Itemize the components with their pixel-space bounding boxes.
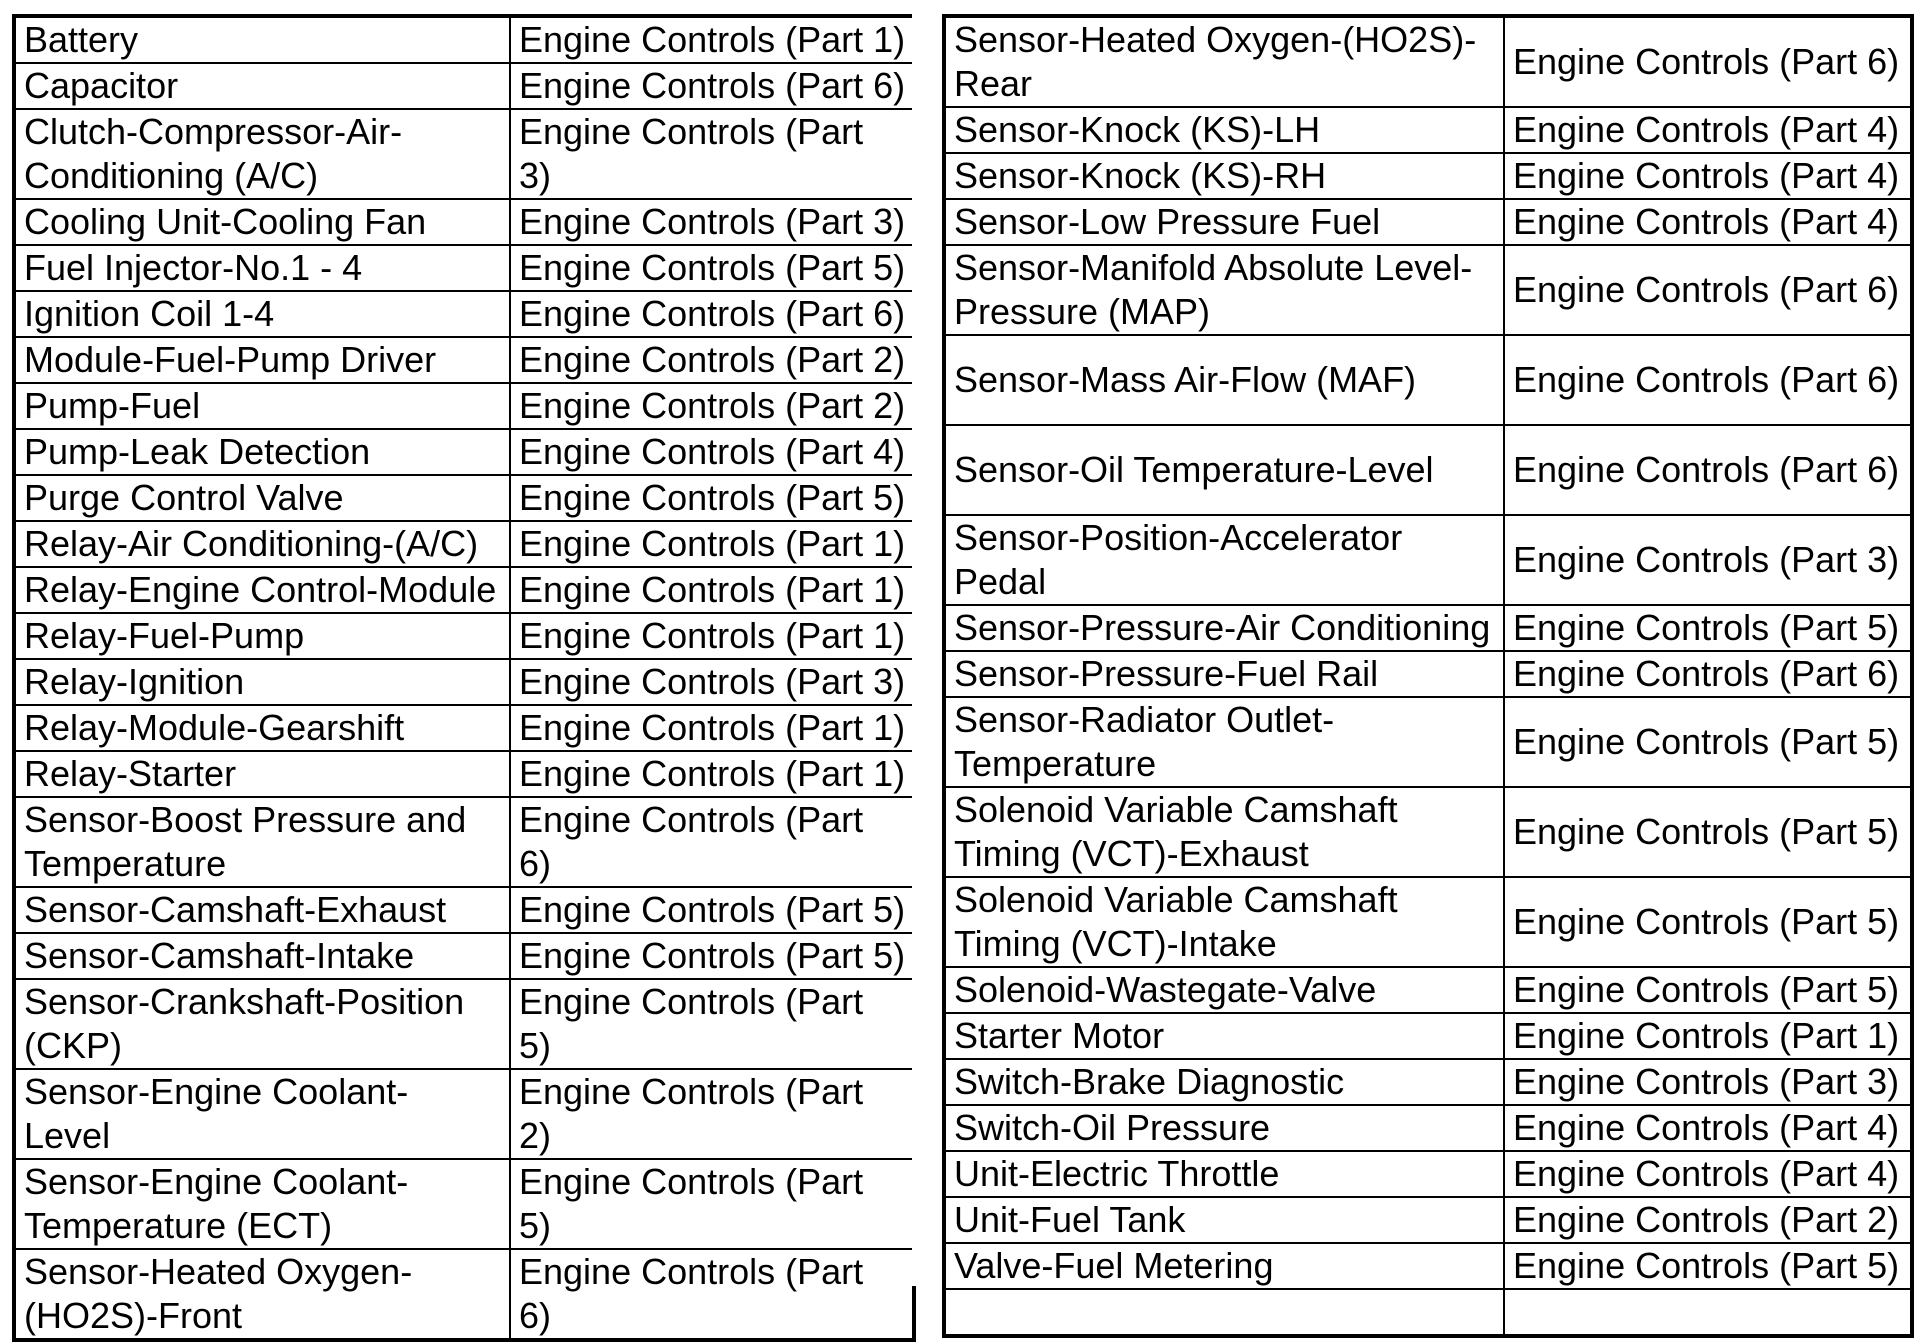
table-row <box>14 979 914 1069</box>
table-row <box>944 16 1912 107</box>
component-name-cell: Sensor-Oil Temperature-Level <box>944 425 1504 515</box>
component-name-cell: Sensor-Radiator Outlet- Temperature <box>944 697 1504 787</box>
component-name-cell: Sensor-Heated Oxygen-(HO2S)- Rear <box>944 16 1504 107</box>
table-row <box>944 153 1912 199</box>
component-name-cell: Sensor-Knock (KS)-RH <box>944 153 1504 199</box>
table-row <box>944 697 1912 787</box>
table-row <box>14 337 914 383</box>
reference-cell: Engine Controls (Part 5) <box>510 979 914 1069</box>
reference-cell: Engine Controls (Part 2) <box>1504 1197 1912 1243</box>
component-name-cell: Sensor-Camshaft-Intake <box>14 933 510 979</box>
table-row <box>14 199 914 245</box>
component-name-cell: Fuel Injector-No.1 - 4 <box>14 245 510 291</box>
reference-cell: Engine Controls (Part 5) <box>510 887 914 933</box>
reference-cell: Engine Controls (Part 4) <box>1504 107 1912 153</box>
reference-cell: Engine Controls (Part 5) <box>510 933 914 979</box>
component-name-cell <box>944 1289 1504 1336</box>
table-row <box>14 1069 914 1159</box>
reference-cell: Engine Controls (Part 3) <box>510 199 914 245</box>
reference-cell: Engine Controls (Part 3) <box>510 659 914 705</box>
right-table-body <box>944 16 1912 1336</box>
reference-cell: Engine Controls (Part 3) <box>510 109 914 199</box>
component-name-cell: Relay-Fuel-Pump <box>14 613 510 659</box>
table-row <box>944 515 1912 605</box>
table-row <box>944 1059 1912 1105</box>
table-row <box>14 521 914 567</box>
component-name-cell: Solenoid Variable Camshaft Timing (VCT)-Intake <box>944 877 1504 967</box>
table-row <box>14 659 914 705</box>
reference-cell: Engine Controls (Part 6) <box>1504 651 1912 697</box>
component-name-cell: Battery <box>14 16 510 63</box>
table-row <box>14 429 914 475</box>
reference-cell: Engine Controls (Part 1) <box>510 521 914 567</box>
component-name-cell: Sensor-Low Pressure Fuel <box>944 199 1504 245</box>
component-name-cell: Relay-Ignition <box>14 659 510 705</box>
table-row <box>14 1249 914 1340</box>
table-row <box>944 1105 1912 1151</box>
reference-cell: Engine Controls (Part 4) <box>510 429 914 475</box>
component-name-cell: Relay-Module-Gearshift <box>14 705 510 751</box>
component-name-cell: Sensor-Engine Coolant- Level <box>14 1069 510 1159</box>
component-name-cell: Starter Motor <box>944 1013 1504 1059</box>
reference-cell: Engine Controls (Part 6) <box>510 291 914 337</box>
table-row <box>14 613 914 659</box>
table-row <box>944 787 1912 877</box>
table-row <box>14 887 914 933</box>
component-name-cell: Sensor-Engine Coolant- Temperature (ECT) <box>14 1159 510 1249</box>
component-location-table-right <box>942 14 1914 1338</box>
component-name-cell: Sensor-Pressure-Fuel Rail <box>944 651 1504 697</box>
reference-cell: Engine Controls (Part 4) <box>1504 153 1912 199</box>
table-row <box>944 335 1912 425</box>
component-name-cell: Purge Control Valve <box>14 475 510 521</box>
table-row <box>14 383 914 429</box>
component-name-cell: Relay-Starter <box>14 751 510 797</box>
table-row <box>14 475 914 521</box>
table-row <box>944 245 1912 335</box>
table-row <box>14 797 914 887</box>
component-name-cell: Solenoid-Wastegate-Valve <box>944 967 1504 1013</box>
table-row <box>14 1159 914 1249</box>
component-name-cell: Sensor-Pressure-Air Conditioning <box>944 605 1504 651</box>
reference-cell: Engine Controls (Part 1) <box>1504 1013 1912 1059</box>
reference-cell: Engine Controls (Part 6) <box>1504 425 1912 515</box>
reference-cell: Engine Controls (Part 2) <box>510 337 914 383</box>
component-name-cell: Module-Fuel-Pump Driver <box>14 337 510 383</box>
component-name-cell: Ignition Coil 1-4 <box>14 291 510 337</box>
reference-cell: Engine Controls (Part 2) <box>510 1069 914 1159</box>
reference-cell: Engine Controls (Part 6) <box>1504 335 1912 425</box>
component-name-cell: Relay-Engine Control-Module <box>14 567 510 613</box>
reference-cell: Engine Controls (Part 5) <box>1504 787 1912 877</box>
table-row <box>944 1289 1912 1336</box>
reference-cell: Engine Controls (Part 1) <box>510 16 914 63</box>
component-name-cell: Sensor-Boost Pressure and Temperature <box>14 797 510 887</box>
component-name-cell: Unit-Electric Throttle <box>944 1151 1504 1197</box>
component-name-cell: Sensor-Mass Air-Flow (MAF) <box>944 335 1504 425</box>
table-row <box>14 751 914 797</box>
reference-cell: Engine Controls (Part 2) <box>510 383 914 429</box>
table-row <box>944 199 1912 245</box>
component-name-cell: Sensor-Manifold Absolute Level- Pressure (MAP) <box>944 245 1504 335</box>
reference-cell: Engine Controls (Part 6) <box>510 63 914 109</box>
component-name-cell: Sensor-Knock (KS)-LH <box>944 107 1504 153</box>
component-name-cell: Pump-Leak Detection <box>14 429 510 475</box>
reference-cell: Engine Controls (Part 5) <box>1504 1243 1912 1289</box>
reference-cell: Engine Controls (Part 5) <box>1504 605 1912 651</box>
table-row <box>944 1243 1912 1289</box>
reference-cell: Engine Controls (Part 6) <box>510 797 914 887</box>
reference-cell: Engine Controls (Part 5) <box>1504 967 1912 1013</box>
table-row <box>944 107 1912 153</box>
table-row <box>14 567 914 613</box>
reference-cell: Engine Controls (Part 6) <box>1504 245 1912 335</box>
component-name-cell: Pump-Fuel <box>14 383 510 429</box>
component-name-cell: Cooling Unit-Cooling Fan <box>14 199 510 245</box>
reference-cell: Engine Controls (Part 3) <box>1504 515 1912 605</box>
component-name-cell: Switch-Oil Pressure <box>944 1105 1504 1151</box>
table-row <box>944 651 1912 697</box>
table-row <box>944 1151 1912 1197</box>
table-row <box>14 63 914 109</box>
component-name-cell: Switch-Brake Diagnostic <box>944 1059 1504 1105</box>
reference-cell: Engine Controls (Part 1) <box>510 567 914 613</box>
component-name-cell: Capacitor <box>14 63 510 109</box>
reference-cell: Engine Controls (Part 4) <box>1504 1105 1912 1151</box>
component-location-table-left <box>12 14 916 1342</box>
component-name-cell: Clutch-Compressor-Air- Conditioning (A/C) <box>14 109 510 199</box>
reference-cell: Engine Controls (Part 4) <box>1504 199 1912 245</box>
table-row <box>14 933 914 979</box>
table-row <box>14 16 914 63</box>
component-name-cell: Sensor-Camshaft-Exhaust <box>14 887 510 933</box>
component-name-cell: Solenoid Variable Camshaft Timing (VCT)-Exhaust <box>944 787 1504 877</box>
reference-cell: Engine Controls (Part 6) <box>1504 16 1912 107</box>
table-row <box>14 705 914 751</box>
table-row <box>14 291 914 337</box>
table-row <box>14 245 914 291</box>
reference-cell: Engine Controls (Part 5) <box>510 1159 914 1249</box>
table-row <box>944 425 1912 515</box>
table-row <box>944 877 1912 967</box>
reference-cell: Engine Controls (Part 5) <box>510 475 914 521</box>
column-divider <box>912 14 942 1286</box>
component-name-cell: Sensor-Crankshaft-Position (CKP) <box>14 979 510 1069</box>
table-row <box>944 967 1912 1013</box>
table-row <box>14 109 914 199</box>
reference-cell: Engine Controls (Part 1) <box>510 751 914 797</box>
table-row <box>944 1013 1912 1059</box>
component-name-cell: Valve-Fuel Metering <box>944 1243 1504 1289</box>
table-row <box>944 605 1912 651</box>
component-name-cell: Unit-Fuel Tank <box>944 1197 1504 1243</box>
reference-cell <box>1504 1289 1912 1336</box>
reference-cell: Engine Controls (Part 4) <box>1504 1151 1912 1197</box>
reference-cell: Engine Controls (Part 1) <box>510 613 914 659</box>
reference-cell: Engine Controls (Part 6) <box>510 1249 914 1340</box>
reference-cell: Engine Controls (Part 5) <box>1504 697 1912 787</box>
component-name-cell: Relay-Air Conditioning-(A/C) <box>14 521 510 567</box>
left-table-body <box>14 16 914 1340</box>
component-name-cell: Sensor-Heated Oxygen- (HO2S)-Front <box>14 1249 510 1340</box>
reference-cell: Engine Controls (Part 5) <box>510 245 914 291</box>
reference-cell: Engine Controls (Part 3) <box>1504 1059 1912 1105</box>
table-row <box>944 1197 1912 1243</box>
reference-cell: Engine Controls (Part 1) <box>510 705 914 751</box>
reference-cell: Engine Controls (Part 5) <box>1504 877 1912 967</box>
component-name-cell: Sensor-Position-Accelerator Pedal <box>944 515 1504 605</box>
